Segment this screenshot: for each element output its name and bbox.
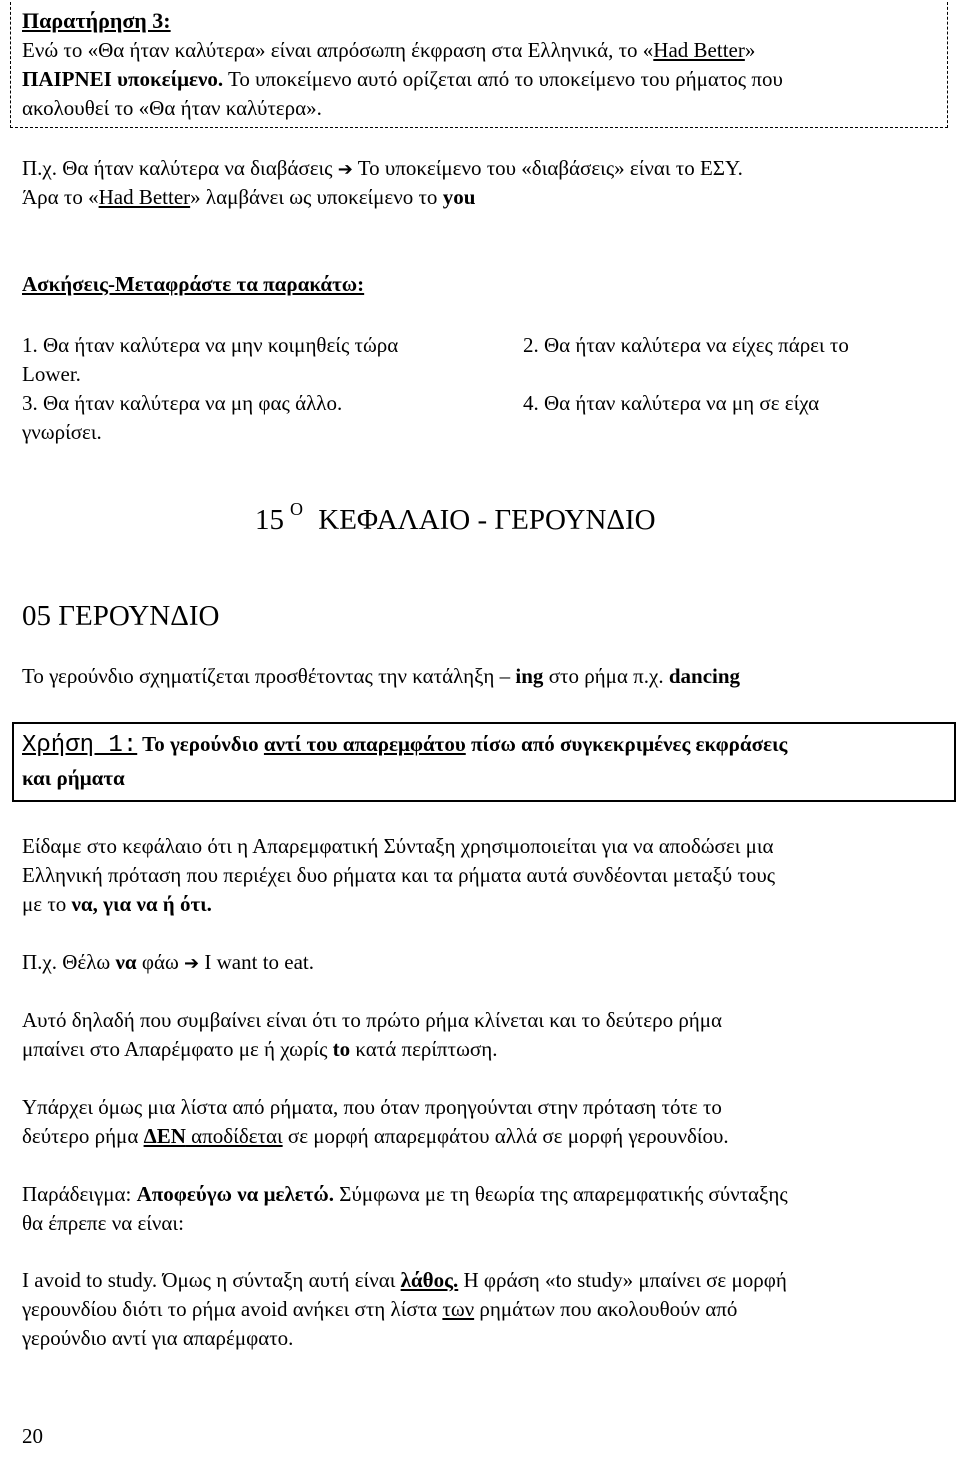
right-arrow-icon: ➔ <box>184 953 200 974</box>
paragraph-1-line-2: Ελληνική πρόταση που περιέχει δυο ρήματα και τα ρήματα αυτά συνδέονται μεταξύ τους <box>22 863 776 887</box>
usage-line-2: και ρήματα <box>22 766 125 790</box>
chapter-title: 15 $^O$ ΚΕΦΑΛΑΙΟ - ΓΕΡΟΥΝΔΙΟ <box>255 499 656 536</box>
exercise-item-1: 1. Θα ήταν καλύτερα να μην κοιμηθείς τώρα <box>22 333 399 357</box>
paragraph-2-line-2: μπαίνει στο Απαρέμφατο με ή χωρίς to κατά περίπτωση. <box>22 1037 498 1061</box>
example-line-1: Π.χ. Θα ήταν καλύτερα να διαβάσεις ➔ Το υποκείμενο του «διαβάσεις» είναι το ΕΣΥ. <box>22 156 743 180</box>
exercise-item-2-cont: Lower. <box>22 362 81 386</box>
page-number: 20 <box>22 1424 43 1448</box>
example-line-2: Άρα το «Had Better» λαμβάνει ως υποκείμενο το you <box>22 185 476 209</box>
note-line-2: ΠΑΙΡΝΕΙ υποκείμενο. Το υποκείμενο αυτό ορίζεται από το υποκείμενο του ρήματος που <box>22 67 783 91</box>
exercises-heading: Ασκήσεις-Μεταφράστε τα παρακάτω: <box>22 272 365 296</box>
right-arrow-icon: ➔ <box>337 159 353 180</box>
paragraph-3-line-1: Υπάρχει όμως μια λίστα από ρήματα, που όταν προηγούνται στην πρόταση τότε το <box>22 1095 722 1119</box>
paragraph-5-line-1: I avoid to study. Όμως η σύνταξη αυτή είναι λάθος. Η φράση «to study» μπαίνει σε μορφή <box>22 1268 787 1292</box>
paragraph-3-line-2: δεύτερο ρήμα ΔΕΝ αποδίδεται σε μορφή απαρεμφάτου αλλά σε μορφή γερουνδίου. <box>22 1124 729 1148</box>
section-title: 05 ΓΕΡΟΥΝΔΙΟ <box>22 600 220 632</box>
note-line-1: Ενώ το «Θα ήταν καλύτερα» είναι απρόσωπη έκφραση στα Ελληνικά, το «Had Better» <box>22 38 756 62</box>
exercise-item-4-cont: γνωρίσει. <box>22 420 102 444</box>
paragraph-5-line-3: γερούνδιο αντί για απαρέμφατο. <box>22 1326 294 1350</box>
exercise-item-4: 4. Θα ήταν καλύτερα να μη σε είχα <box>523 391 820 415</box>
example-want-to-eat: Π.χ. Θέλω να φάω ➔ I want to eat. <box>22 950 315 974</box>
paragraph-1-line-1: Είδαμε στο κεφάλαιο ότι η Απαρεμφατική Σύνταξη χρησιμοποιείται για να αποδώσει μια <box>22 834 774 858</box>
paragraph-4-line-2: θα έπρεπε να είναι: <box>22 1211 184 1235</box>
exercise-item-2: 2. Θα ήταν καλύτερα να είχες πάρει το <box>523 333 849 357</box>
paragraph-4-line-1: Παράδειγμα: Αποφεύγω να μελετώ. Σύμφωνα με τη θεωρία της απαρεμφατικής σύνταξης <box>22 1182 788 1206</box>
paragraph-2-line-1: Αυτό δηλαδή που συμβαίνει είναι ότι το πρώτο ρήμα κλίνεται και το δεύτερο ρήμα <box>22 1008 723 1032</box>
usage-line-1: Χρήση 1: Το γερούνδιο αντί του απαρεμφάτου πίσω από συγκεκριμένες εκφράσεις <box>22 732 788 759</box>
section-intro: Το γερούνδιο σχηματίζεται προσθέτοντας την κατάληξη – ing στο ρήμα π.χ. dancing <box>22 664 741 688</box>
note-title: Παρατήρηση 3: <box>22 8 171 33</box>
usage-label: Χρήση 1: <box>22 732 138 759</box>
paragraph-1-line-3: με το να, για να ή ότι. <box>22 892 212 916</box>
note-line-3: ακολουθεί το «Θα ήταν καλύτερα». <box>22 96 322 120</box>
paragraph-5-line-2: γερουνδίου διότι το ρήμα avoid ανήκει στη λίστα των ρημάτων που ακολουθούν από <box>22 1297 738 1321</box>
exercise-item-3: 3. Θα ήταν καλύτερα να μη φας άλλο. <box>22 391 343 415</box>
